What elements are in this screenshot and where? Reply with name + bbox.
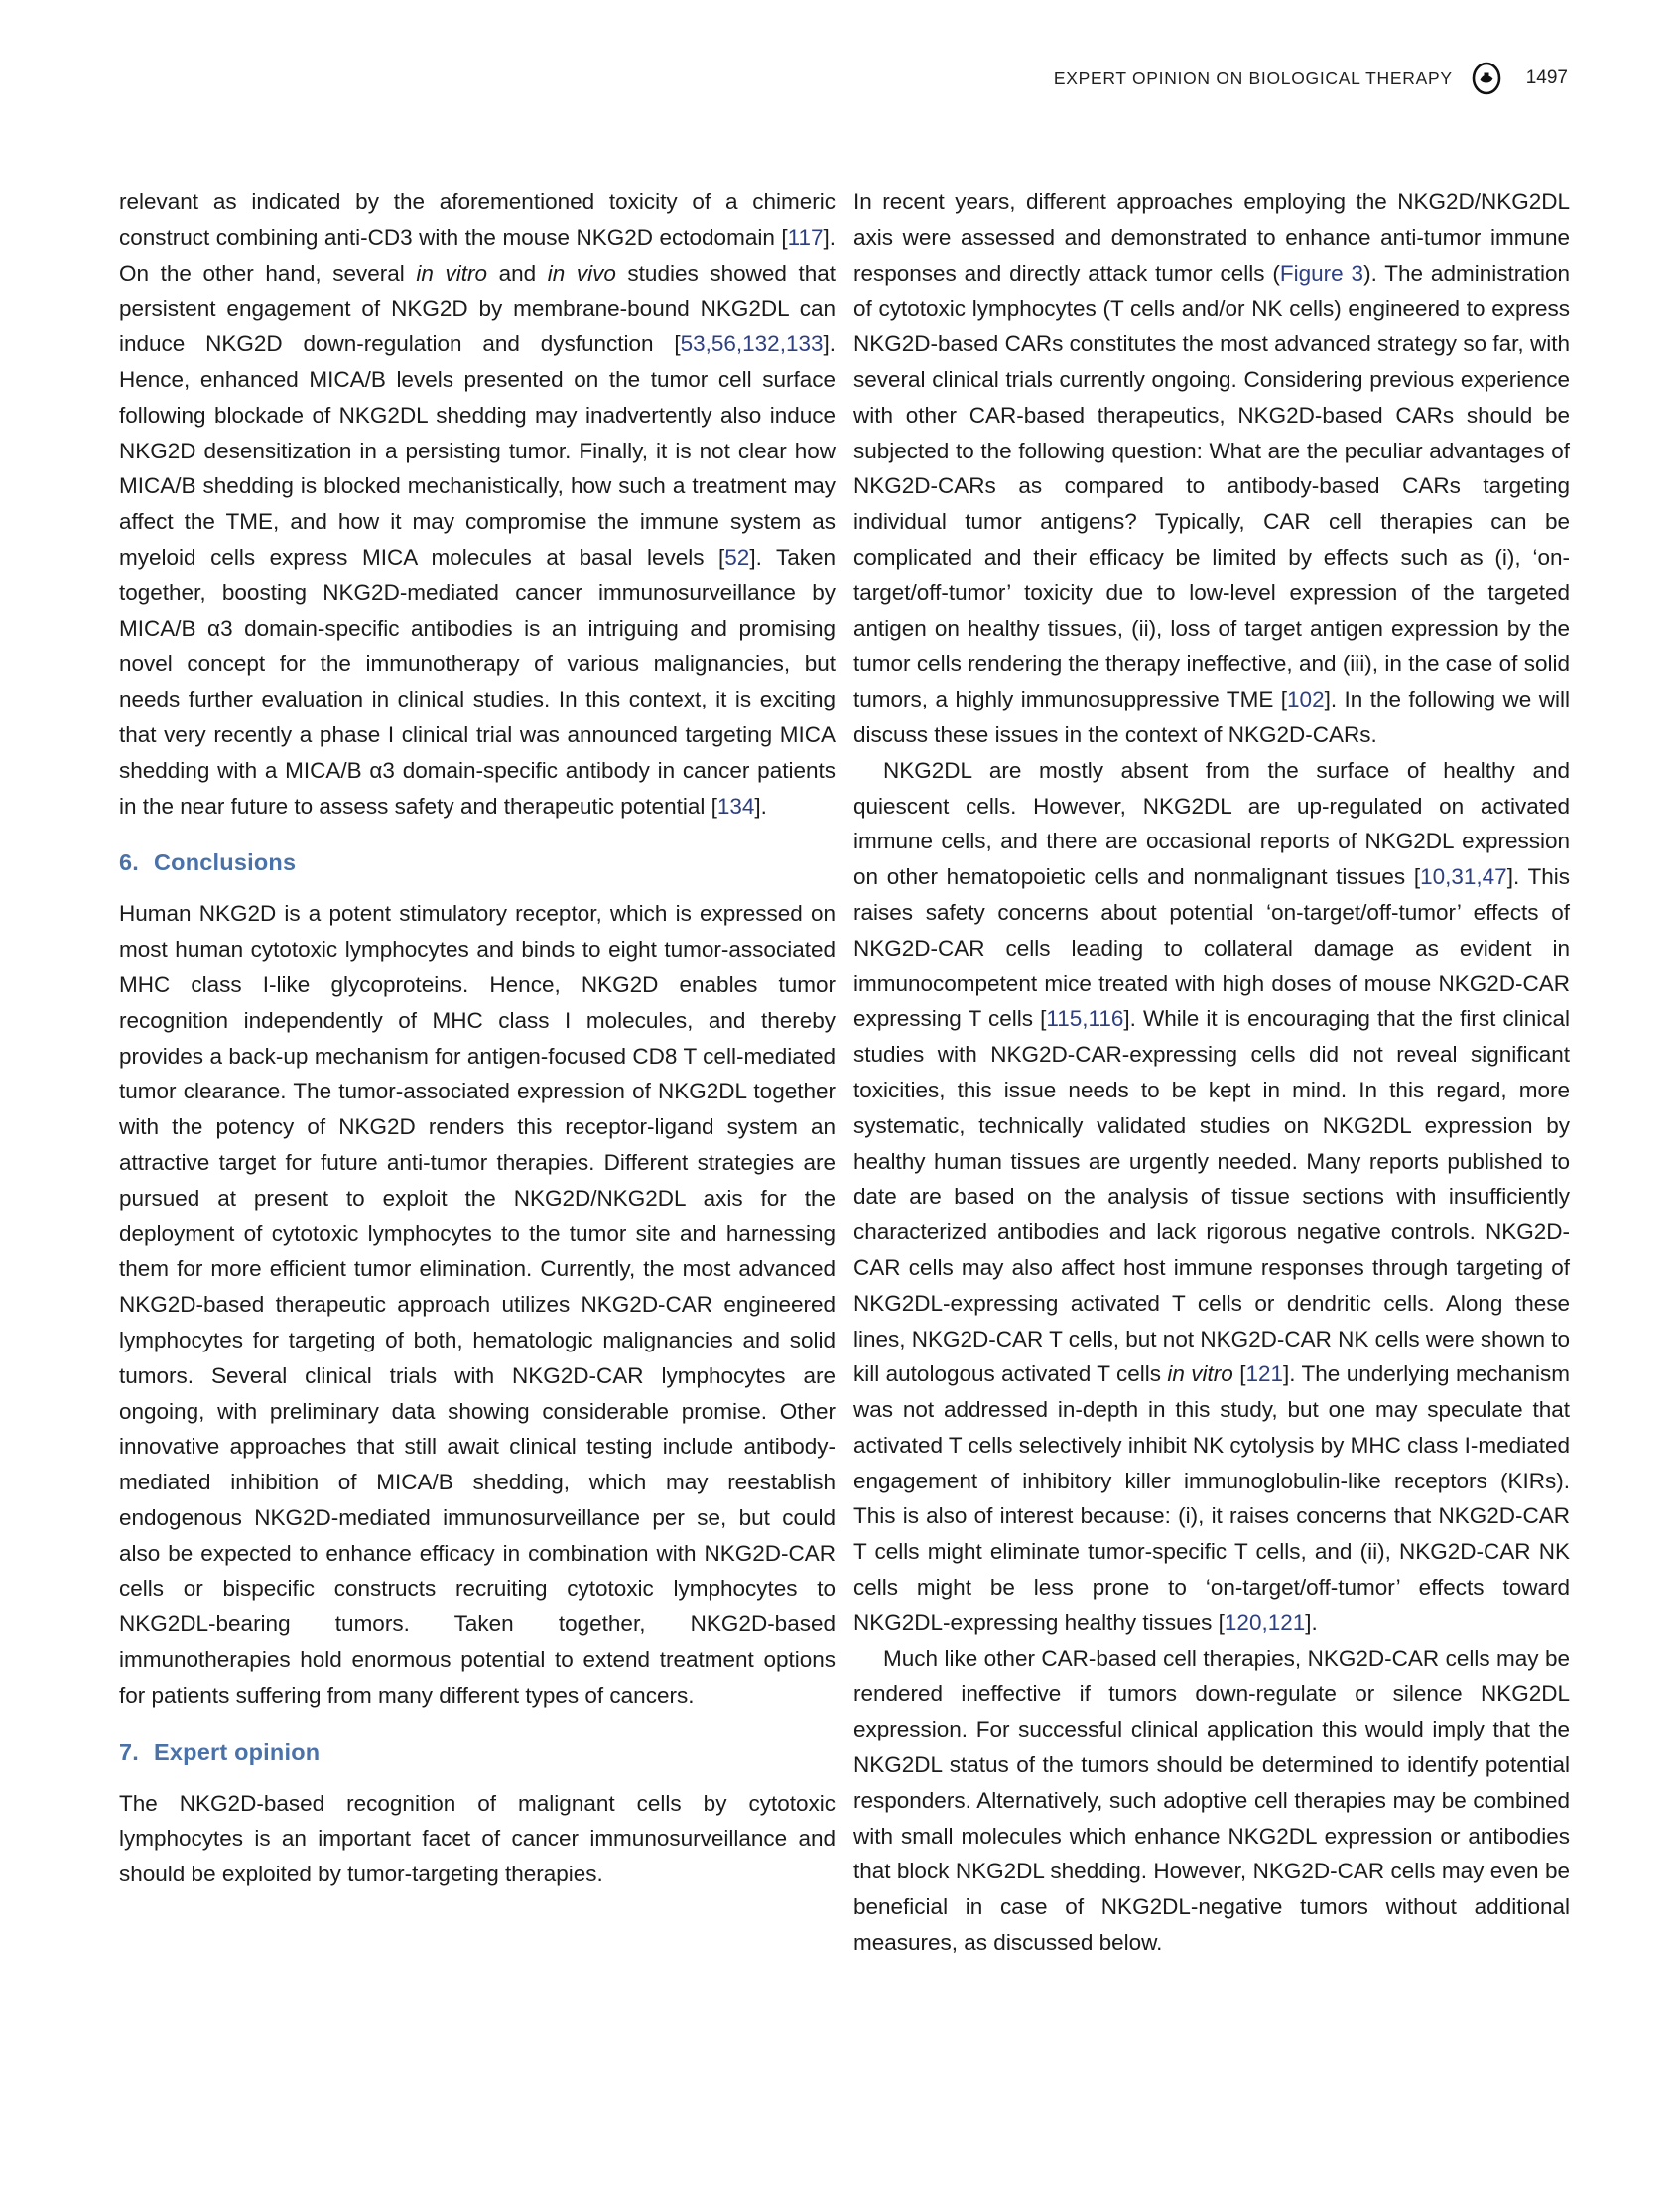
section-title: Conclusions bbox=[154, 849, 297, 876]
body-text: [ bbox=[1232, 1361, 1246, 1387]
section-number: 6. bbox=[119, 849, 139, 876]
body-text: ]. On the other hand, several bbox=[119, 224, 836, 286]
body-text: ). The administration of cytotoxic lymphocytes (T cells and/or NK cells) engineered to express NKG2D-based CARs constitutes the most advanced strategy so far, with several clinical trials currently ongoing. Considering previous experience with other CAR-based therapeutics, NKG2D-based CARs should be subjected to the following question: What are the peculiar advantages of NKG2D-CARs as compared to antibody-based CARs targeting individual tumor antigens? Typically, CAR cell therapies can be complicated and their efficacy be limited by effects such as (i), ‘on-target/off-tumor’ toxicity due to low-level expression of the targeted antigen on healthy tissues, (ii), loss of target antigen expression by the tumor cells rendering the therapy ineffective, and (iii), in the case of solid tumors, a highly immunosuppressive TME [ bbox=[853, 260, 1570, 712]
citation-link[interactable]: 10,31,47 bbox=[1420, 864, 1507, 890]
citation-link[interactable]: 102 bbox=[1287, 687, 1325, 712]
paragraph bbox=[853, 185, 1570, 753]
body-text: studies showed that persistent engagement of NKG2D by membrane-bound NKG2DL can induce NKG2D down-regulation and dysfunction [ bbox=[119, 260, 836, 357]
citation-link[interactable]: 134 bbox=[716, 793, 755, 819]
italic-text: in vitro bbox=[1167, 1361, 1233, 1387]
text-column-right bbox=[853, 185, 1570, 1961]
paragraph bbox=[119, 1786, 836, 1892]
citation-link[interactable]: Figure 3 bbox=[1279, 260, 1364, 286]
running-header bbox=[1054, 62, 1568, 95]
section-title: Expert opinion bbox=[154, 1738, 321, 1765]
citation-link[interactable]: 53,56,132,133 bbox=[680, 331, 824, 357]
body-text: relevant as indicated by the aforementioned toxicity of a chimeric construct combining anti-CD3 with the mouse NKG2D ectodomain [ bbox=[119, 190, 836, 250]
body-text: The NKG2D-based recognition of malignant cells by cytotoxic lymphocytes is an important facet of cancer immunosurveillance and should be exploited by tumor-targeting therapies. bbox=[119, 1790, 836, 1887]
body-text: Much like other CAR-based cell therapies, NKG2D-CAR cells may be rendered ineffective if tumors down-regulate or silence NKG2DL expression. For successful clinical application this would imply that the NKG2DL status of the tumors should be determined to identify potential responders. Alternatively, such adoptive cell therapies may be combined with small molecules which enhance NKG2DL expression or antibodies that block NKG2DL shedding. However, NKG2D-CAR cells may even be beneficial in case of NKG2DL-negative tumors without additional measures, as discussed below. bbox=[853, 1645, 1570, 1956]
body-text: and bbox=[486, 260, 548, 286]
journal-title: EXPERT OPINION ON BIOLOGICAL THERAPY bbox=[1053, 67, 1453, 88]
body-text: ]. bbox=[754, 793, 767, 819]
body-text: ]. Taken together, boosting NKG2D-mediated cancer immunosurveillance by MICA/B α3 domain-specific antibodies is an intriguing and promising novel concept for the immunotherapy of various malignancies, but needs further evaluation in clinical studies. In this context, it is exciting that very recently a phase I clinical trial was announced targeting MICA shedding with a MICA/B α3 domain-specific antibody in cancer patients in the near future to assess safety and therapeutic potential [ bbox=[119, 544, 837, 819]
page-number: 1497 bbox=[1525, 67, 1568, 88]
citation-link[interactable]: 120,121 bbox=[1224, 1609, 1306, 1635]
body-text: ]. While it is encouraging that the first clinical studies with NKG2D-CAR-expressing cells did not reveal significant toxicities, this issue needs to be kept in mind. In this regard, more systematic, technically validated studies on NKG2DL expression by healthy human tissues are urgently needed. Many reports published to date are based on the analysis of tissue sections with insufficiently characterized antibodies and lack rigorous negative controls. NKG2D-CAR cells may also affect host immune responses through targeting of NKG2DL-expressing activated T cells or dendritic cells. Along these lines, NKG2D-CAR T cells, but not NKG2D-CAR NK cells were shown to kill autologous activated T cells bbox=[853, 1006, 1570, 1387]
taylor-francis-logo-icon bbox=[1471, 62, 1502, 95]
citation-link[interactable]: 117 bbox=[787, 224, 824, 250]
body-text: ]. bbox=[1305, 1609, 1318, 1635]
body-text: NKG2DL are mostly absent from the surface of healthy and quiescent cells. However, NKG2DL are up-regulated on activated immune cells, and there are occasional reports of NKG2DL expression on other hematopoietic cells and nonmalignant tissues [ bbox=[853, 757, 1570, 890]
italic-text: in vitro bbox=[416, 260, 487, 286]
body-text: In recent years, different approaches employing the NKG2D/NKG2DL axis were assessed and demonstrated to enhance anti-tumor immune responses and directly attack tumor cells ( bbox=[853, 190, 1570, 286]
text-column-left bbox=[119, 185, 836, 1892]
paragraph bbox=[853, 1641, 1570, 1961]
citation-link[interactable]: 115,116 bbox=[1046, 1006, 1124, 1032]
italic-text: in vivo bbox=[547, 260, 616, 286]
section-number: 7. bbox=[119, 1738, 139, 1765]
paragraph bbox=[119, 896, 836, 1713]
section-heading bbox=[119, 1739, 836, 1766]
body-text: ]. The underlying mechanism was not addressed in-depth in this study, but one may speculate that activated T cells selectively inhibit NK cytolysis by MHC class I-mediated engagement of inhibitory killer immunoglobulin-like receptors (KIRs). This is also of interest because: (i), it raises concerns that NKG2D-CAR T cells might eliminate tumor-specific T cells, and (ii), NKG2D-CAR NK cells might be less prone to ‘on-target/off-tumor’ effects toward NKG2DL-expressing healthy tissues [ bbox=[853, 1361, 1570, 1635]
citation-link[interactable]: 52 bbox=[724, 544, 750, 570]
body-text: ]. This raises safety concerns about potential ‘on-target/off-tumor’ effects of NKG2D-CAR cells leading to collateral damage as evident in immunocompetent mice treated with high doses of mouse NKG2D-CAR expressing T cells [ bbox=[853, 864, 1570, 1032]
paragraph bbox=[119, 185, 836, 824]
body-text: Human NKG2D is a potent stimulatory receptor, which is expressed on most human cytotoxic lymphocytes and binds to eight tumor-associated MHC class I-like glycoproteins. Hence, NKG2D enables tumor recognition independently of MHC class I molecules, and thereby provides a back-up mechanism for antigen-focused CD8 T cell-mediated tumor clearance. The tumor-associated expression of NKG2DL together with the potency of NKG2D renders this receptor-ligand system an attractive target for future anti-tumor therapies. Different strategies are pursued at present to exploit the NKG2D/NKG2DL axis for the deployment of cytotoxic lymphocytes to the tumor site and harnessing them for more efficient tumor elimination. Currently, the most advanced NKG2D-based therapeutic approach utilizes NKG2D-CAR engineered lymphocytes for targeting of both, hematologic malignancies and solid tumors. Several clinical trials with NKG2D-CAR lymphocytes are ongoing, with preliminary data showing considerable promise. Other innovative approaches that still await clinical testing include antibody-mediated inhibition of MICA/B shedding, which may reestablish endogenous NKG2D-mediated immunosurveillance per se, but could also be expected to enhance efficacy in combination with NKG2D-CAR cells or bispecific constructs recruiting cytotoxic lymphocytes to NKG2DL-bearing tumors. Taken together, NKG2D-based immunotherapies hold enormous potential to extend treatment options for patients suffering from many different types of cancers. bbox=[119, 901, 836, 1708]
body-text: ]. Hence, enhanced MICA/B levels presented on the tumor cell surface following blockade of NKG2DL shedding may inadvertently also induce NKG2D desensitization in a persisting tumor. Finally, it is not clear how MICA/B shedding is blocked mechanistically, how such a treatment may affect the TME, and how it may compromise the immune system as myeloid cells express MICA molecules at basal levels [ bbox=[119, 331, 836, 570]
citation-link[interactable]: 121 bbox=[1245, 1361, 1284, 1387]
paragraph bbox=[853, 753, 1570, 1641]
body-text: ]. In the following we will discuss these issues in the context of NKG2D-CARs. bbox=[853, 687, 1570, 747]
section-heading bbox=[119, 849, 836, 876]
